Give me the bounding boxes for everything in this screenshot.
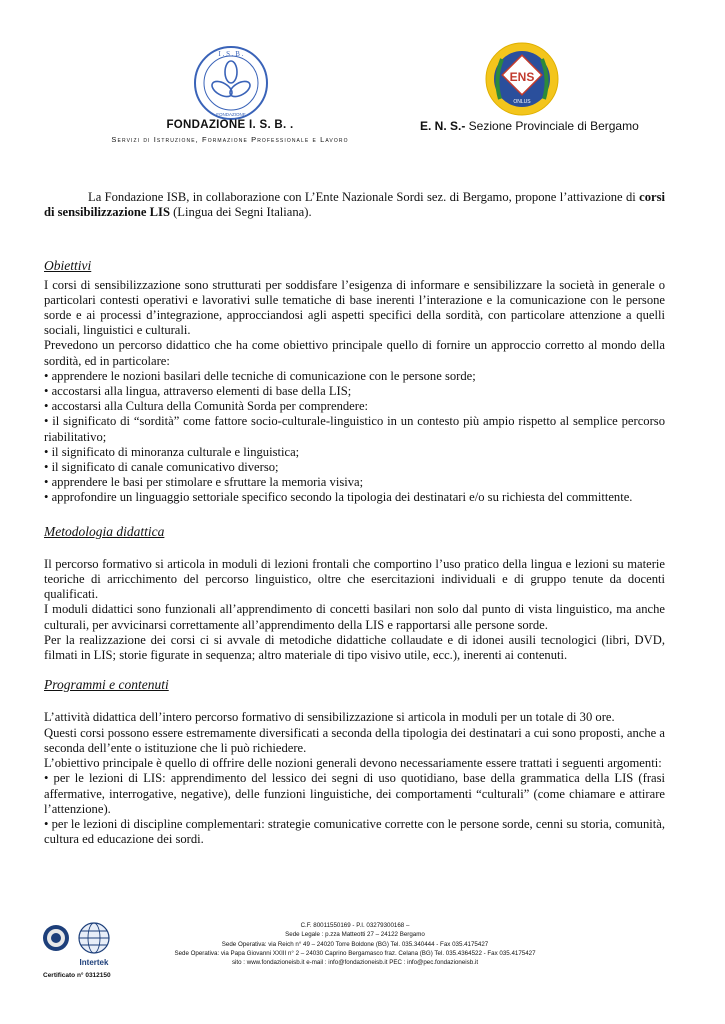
metodologia-para1: Il percorso formativo si articola in moduli di lezioni frontali che comportino l’uso pratico della lingua e lezioni su materie teoriche di arricchimento del percorso linguistico, oltre che esercitazioni individuali e di gruppo tenute da docenti qualificati. [44, 556, 665, 602]
footer-line: Sede Operativa: via Reich n° 49 – 24020 Torre Boldone (BG) Tel. 035.340444 - Fax 035.4175427 [221, 940, 489, 948]
list-item: • il significato di “sordità” come fattore socio-culturale-linguistico in un contesto più ampio rispetto al semplice percorso riabilitativo; [44, 414, 665, 444]
page-footer [140, 921, 570, 967]
list-item: • apprendere le basi per stimolare e sfruttare la memoria visiva; [44, 475, 665, 490]
list-item: • per le lezioni di LIS: apprendimento del lessico dei segni di uso quotidiano, base della grammatica della LIS (frasi affermative, interrogative, negative), delle funzioni linguistiche, dei comportamenti “culturali” (come chiamare e attirare l’attenzione). [44, 771, 665, 817]
programmi-para2: Questi corsi possono essere estremamente diversificati a seconda della tipologia dei destinatari a cui sono proposti, anche a seconda dell’ente o istituzione che li può richiedere. [44, 725, 665, 755]
list-item: • il significato di canale comunicativo diverso; [44, 460, 665, 475]
isb-org-name: FONDAZIONE I. S. B. . [166, 119, 294, 131]
list-item: • apprendere le nozioni basilari delle tecniche di comunicazione con le persone sorde; [44, 369, 665, 384]
list-item: • per le lezioni di discipline complementari: strategie comunicative corrette con le persone sorde, cenni su storia, comunità, cultura ed educazione dei sordi. [44, 817, 665, 847]
isb-logo [193, 45, 269, 121]
list-item: • accostarsi alla lingua, attraverso elementi di base della LIS; [44, 384, 665, 399]
ens-org-name: Sezione Provinciale di Bergamo [465, 119, 639, 133]
programmi-para1: L’attività didattica dell’intero percorso formativo di sensibilizzazione si articola in moduli per un totale di 30 ore. [44, 710, 615, 725]
footer-line: C.F. 80011550169 - P.I. 03279300168 – [300, 922, 410, 929]
list-item: • accostarsi alla Cultura della Comunità Sorda per comprendere: [44, 399, 665, 414]
list-item: • il significato di minoranza culturale e linguistica; [44, 445, 665, 460]
ens-org-header [420, 119, 650, 133]
list-item: • approfondire un linguaggio settoriale specifico secondo la tipologia dei destinatari e/o su richiesta del committente. [44, 490, 665, 505]
section-title-metodologia: Metodologia didattica [44, 523, 165, 539]
document-body [44, 190, 665, 847]
isb-logo-bottom: FONDAZIONE [216, 112, 246, 117]
ens-logo-text: ENS [509, 70, 535, 84]
obiettivi-para1: I corsi di sensibilizzazione sono strutturati per soddisfare l’esigenza di informare e sensibilizzare la società in generale o particolari contesti operativi e lavorativi sulle tematiche di base inerenti l’interazione e la comunicazione con le persone sorde e ai processi d’integrazione, approcciandosi agli aspetti specifici della sordità, con particolare attenzione a quelli sociali, linguistici e culturali. [44, 277, 665, 338]
intro-bold: corsi di sensibilizzazione LIS [44, 190, 665, 220]
ens-logo-bottom: ONLUS [513, 99, 531, 105]
isb-org-subtitle: Servizi di Istruzione, Formazione Professionale e Lavoro [111, 135, 349, 144]
footer-line: Sede Legale : p.zza Matteotti 27 – 24122 Bergamo [285, 931, 425, 939]
metodologia-para3: Per la realizzazione dei corsi ci si avvale di metodiche didattiche collaudate e di idonei ausili tecnologici (libri, DVD, filmati in LIS; storie figurate in sequenza; altro materiale di tipo visivo utile, ecc.), inerenti ai contenuti. [44, 632, 665, 663]
certification-logos [42, 918, 122, 970]
isb-logo-text: I . S . B . [218, 50, 244, 58]
isb-org-header [80, 119, 380, 144]
ens-org-prefix: E. N. S.- [420, 119, 466, 133]
programmi-para3: L’obiettivo principale è quello di offrire delle nozioni generali devono necessariamente essere trattati i seguenti argomenti: [44, 756, 662, 771]
footer-line: Sede Operativa: via Papa Giovanni XXIII n° 2 – 24030 Caprino Bergamasco fraz. Celana (BG) Tel. 035.4364522 - Fax 035.4175427 [174, 949, 536, 957]
section-title-programmi: Programmi e contenuti [44, 677, 169, 693]
intertek-label: Intertek [79, 958, 109, 967]
footer-line: sito : www.fondazioneisb.it e-mail : info@fondazioneisb.it PEC : info@pec.fondazioneisb.it [231, 959, 479, 967]
ens-logo [484, 41, 560, 117]
certificate-number: Certificato n° 0312150 [43, 972, 111, 979]
metodologia-para2: I moduli didattici sono funzionali all’apprendimento di concetti basilari non solo dal punto di vista linguistico, ma anche culturali, per avvicinarsi correttamente all’apprendimento della LIS e rapportarsi alle persone sorde. [44, 602, 665, 632]
intro-paragraph: La Fondazione ISB, in collaborazione con L’Ente Nazionale Sordi sez. di Bergamo, propone l’attivazione di corsi di sensibilizzazione LIS (Lingua dei Segni Italiana). [44, 190, 665, 220]
section-title-obiettivi: Obiettivi [44, 258, 92, 274]
obiettivi-para2: Prevedono un percorso didattico che ha come obiettivo principale quello di fornire un approccio corretto al mondo della sordità, ed in particolare: [44, 338, 665, 368]
